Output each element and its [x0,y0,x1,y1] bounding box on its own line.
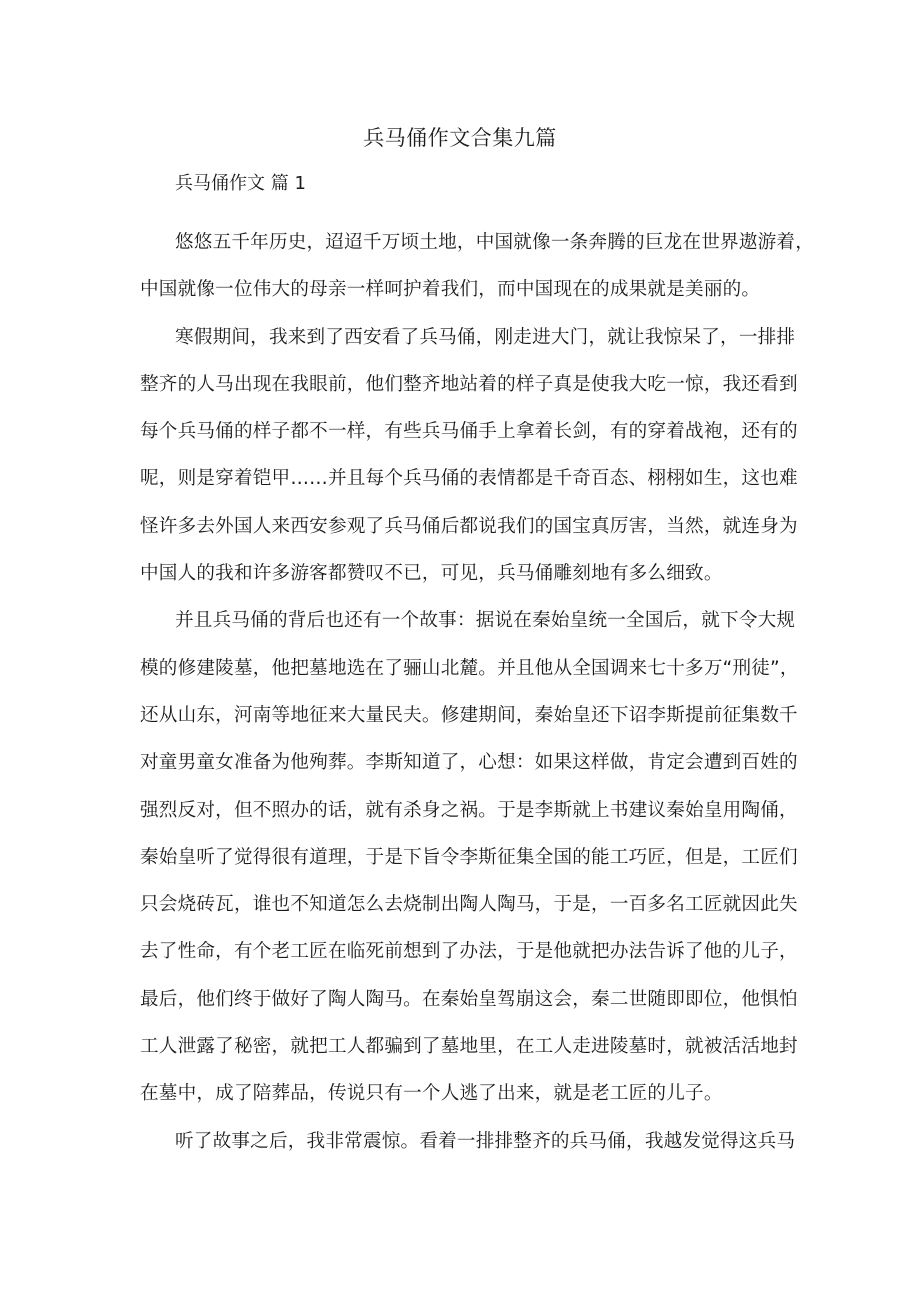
paragraph-1 [140,219,814,314]
text-line: 只会烧砖瓦，谁也不知道怎么去烧制出陶人陶马，于是，一百多名工匠就因此失 [140,894,798,916]
text-line: 还从山东，河南等地征来大量民夫。修建期间，秦始皇还下诏李斯提前征集数千 [140,704,798,726]
text-line: 在墓中，成了陪葬品，传说只有一个人逃了出来，就是老工匠的儿子。 [140,1083,723,1105]
paragraph-3 [140,597,802,1117]
text-line: 去了性命，有个老工匠在临死前想到了办法，于是他就把办法告诉了他的儿子， [140,941,798,963]
text-line: 模的修建陵墓，他把墓地选在了骊山北麓。并且他从全国调来七十多万“刑徒”， [140,657,799,679]
text-line: 听了故事之后，我非常震惊。看着一排排整齐的兵马俑，我越发觉得这兵马 [175,1130,796,1152]
document-body [140,219,814,1165]
text-line: 秦始皇听了觉得很有道理，于是下旨令李斯征集全国的能工巧匠，但是，工匠们 [140,846,798,868]
paragraph-4 [140,1118,802,1165]
text-line: 中国就像一位伟大的母亲一样呵护着我们，而中国现在的成果就是美丽的。 [140,279,761,301]
essay-subheading: 兵马俑作文 篇 1 [175,173,306,194]
text-line: 并且兵马俑的背后也还有一个故事：据说在秦始皇统一全国后，就下令大规 [175,610,796,632]
text-line: 呢，则是穿着铠甲……并且每个兵马俑的表情都是千奇百态、栩栩如生，这也难 [140,468,798,490]
document-title: 兵马俑作文合集九篇 [363,126,557,150]
text-line: 工人泄露了秘密，就把工人都骗到了墓地里，在工人走进陵墓时，就被活活地封 [140,1036,798,1058]
text-line: 最后，他们终于做好了陶人陶马。在秦始皇驾崩这会，秦二世随即即位，他惧怕 [140,988,798,1010]
text-line: 怪许多去外国人来西安参观了兵马俑后都说我们的国宝真厉害，当然，就连身为 [140,515,798,537]
text-line: 强烈反对，但不照办的话，就有杀身之祸。于是李斯就上书建议秦始皇用陶俑， [140,799,798,821]
paragraph-2 [140,314,802,598]
text-line: 对童男童女准备为他殉葬。李斯知道了，心想：如果这样做，肯定会遭到百姓的 [140,752,798,774]
text-line: 每个兵马俑的样子都不一样，有些兵马俑手上拿着长剑，有的穿着战袍，还有的 [140,421,798,443]
text-line: 悠悠五千年历史，迢迢千万顷土地，中国就像一条奔腾的巨龙在世界遨游着， [175,232,814,253]
text-line: 寒假期间，我来到了西安看了兵马俑，刚走进大门，就让我惊呆了，一排排 [175,326,796,348]
text-line: 中国人的我和许多游客都赞叹不已，可见，兵马俑雕刻地有多么细致。 [140,563,723,585]
text-line: 整齐的人马出现在我眼前，他们整齐地站着的样子真是使我大吃一惊，我还看到 [140,373,798,395]
